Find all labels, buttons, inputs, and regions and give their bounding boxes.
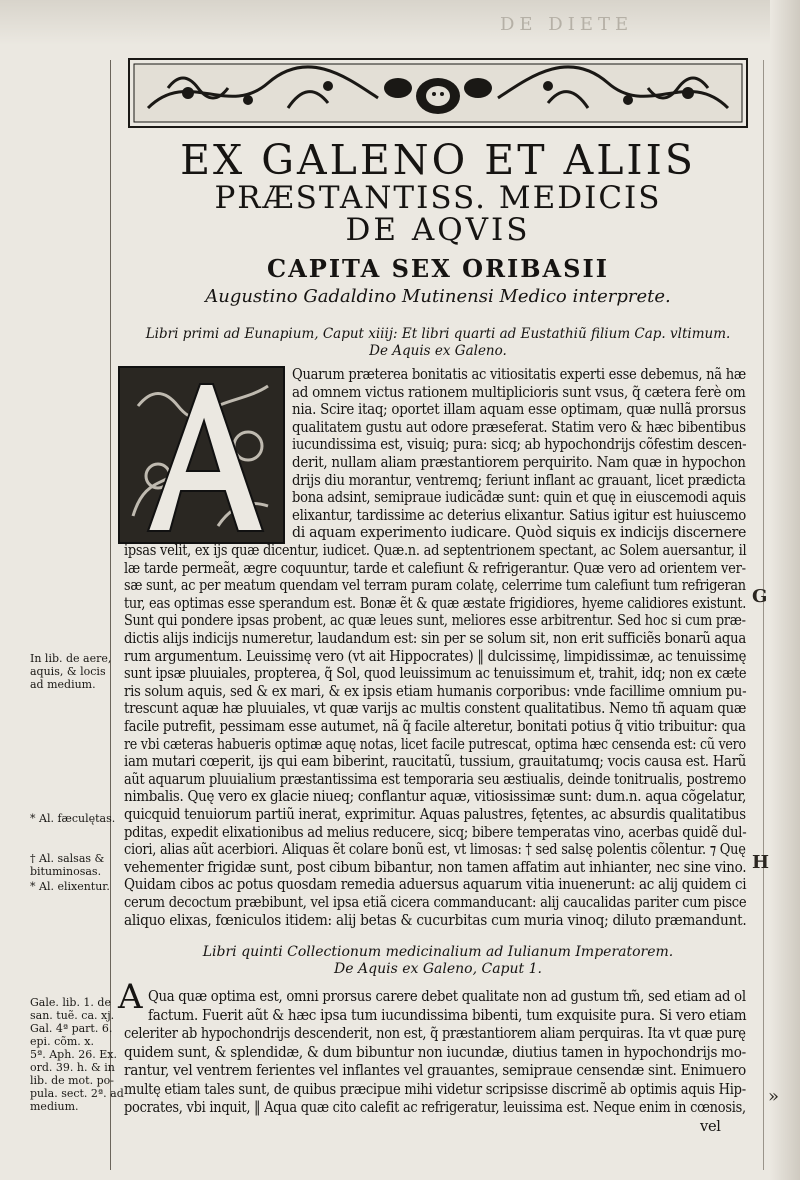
section2-initial: A [118, 977, 143, 1017]
ornamental-headpiece [128, 58, 748, 128]
text-line: Qua quæ optima est, omni prorsus carere debet qualitate non ad gustum tm̃, sed etiam ad ol [148, 988, 746, 1005]
text-line: pocrates, vbi inquit, ‖ Aqua quæ cito calefit ac refrigeratur, leuissima est. Neque enim in cœnosis, [124, 1099, 746, 1116]
text-line: drijs diu morantur, ventremq; feriunt inflant ac grauant, licet prædicta [292, 471, 746, 489]
end-mark: » [768, 1086, 780, 1107]
text-line: nia. Scire itaq; oportet illam aquam esse optimam, quæ nullã prorsus [292, 401, 746, 419]
text-line: ipsas velit, ex ijs quæ dicentur, iudicet. Quæ.n. ad septentrionem spectant, ac Solem auersantur, il [124, 542, 747, 559]
text-line: aliquo elixas, fœniculos itidem: alij betas & cucurbitas cum muria vinoq; diluto præmandunt. [124, 911, 747, 929]
text-line: pditas, expedit elixationibus ad melius reducere, sicq; bibere temperatas vino, acerbas quidẽ dul- [124, 823, 747, 841]
decorated-initial-icon [118, 366, 285, 544]
page-gutter-shadow [770, 0, 800, 1180]
text-line: re vbi cæteras habueris optimæ aquę notas, licet facile putrescat, optima hæc censenda est: cũ vero [124, 735, 746, 753]
section-letter-h: H [752, 852, 770, 873]
margin-note-line: medium. [30, 1100, 79, 1113]
margin-note-line: In lib. de aere, [30, 652, 112, 665]
margin-note-variant-3: * Al. elixentur. [30, 880, 110, 893]
text-line: vehementer frigidæ sunt, post cibum bibantur, non tamen affatim aut inhianter, nec sine vino. [124, 858, 747, 876]
text-line: quidem sunt, & splendidæ, & dum bibuntur non iucundæ, diutius tamen in hypochondrijs mo- [124, 1043, 746, 1061]
title-line-2: PRÆSTANTISS. MEDICIS [214, 180, 662, 216]
margin-note-hippocrates [30, 652, 111, 691]
text-line: tur, eas optimas esse sperandum est. Bonæ ẽt & quæ æstate frigidiores, hyeme calidiores existunt. [124, 594, 747, 612]
text-line: cerum decoctum præbibunt, vel ipsa etiã cicera commanducant: alij caucalidas pariter cum pisce [124, 894, 747, 911]
text-line: di aquam experimento iudicare. Quòd siquis ex indicijs discernere [292, 524, 747, 542]
translator-line: Augustino Gadaldino Mutinensi Medico interprete. [205, 286, 671, 307]
margin-note-line: † Al. salsas & [30, 852, 105, 865]
decorated-initial-a [118, 366, 285, 544]
margin-note-line: ad medium. [30, 678, 96, 691]
text-line: Sunt qui pondere ipsas probent, ac quæ leues sunt, meliores esse arbitrentur. Sed hoc si cum præ- [124, 612, 746, 630]
text-line: quicquid tenuiorum partiũ inerat, exprimitur. Aquas palustres, fętentes, ac absurdis qualitatibus [124, 806, 746, 823]
text-line: elixantur, tardissime ac deterius elixantur. Satius igitur est huiuscemo [292, 506, 747, 524]
section2-chapter: De Aquis ex Galeno, Caput 1. [334, 961, 542, 977]
margin-note-line: epi. cõm. x. [30, 1035, 94, 1048]
margin-note-line: pula. sect. 2ª. ad [30, 1087, 124, 1100]
title-line-4: CAPITA SEX ORIBASII [267, 254, 609, 283]
title-line-3: DE AQVIS [345, 212, 531, 248]
margin-note-variant-2 [30, 852, 104, 878]
text-line: rantur, vel ventrem ferientes vel inflantes vel grauantes, semipraue censendæ sint. Enimuero [124, 1062, 746, 1079]
text-line: ciori, alias aũt acerbiori. Aliquas ẽt colare bonũ est, vt limosas: † sed salsę polentis cõlentur. ⁊ Quę [124, 841, 746, 859]
text-line: facile putrefit, pessimam esse autumet, nã q̃ facile alteretur, bonitati potius q̃ vitio tribuitur: qua [124, 718, 746, 735]
text-line: bona adsint, semipraue iudicãdæ sunt: quin et quę in eiuscemodi aquis [292, 489, 746, 507]
text-line: vel [700, 1117, 721, 1135]
text-line: aũt aquarum pluuialium præstantissima est temporaria seu æstiualis, deinde tonitrualis, postremo [124, 770, 747, 788]
text-line: læ tarde permeãt, ægre coquuntur, tarde et calefiunt & refrigerantur. Quæ vero ad orientem ver- [124, 559, 746, 577]
text-line: nimbalis. Quę vero ex glacie niueq; conflantur aquæ, vitiosissimæ sunt: dum.n. aqua cõgelatur, [124, 788, 747, 806]
margin-note-line: bituminosas. [30, 865, 102, 878]
text-line: rum argumentum. Leuissimę vero (vt ait Hippocrates) ‖ dulcissimę, limpidissimæ, ac tenuissimę [124, 647, 747, 665]
margin-note-galen-refs [30, 996, 124, 1113]
margin-note-variant-1: * Al. fæculętas. [30, 812, 116, 825]
section2-heading: Libri quinti Collectionum medicinalium ad Iulianum Imperatorem. [202, 944, 674, 960]
text-line: Quarum præterea bonitatis ac vitiositatis experti esse debemus, nã hæ [292, 366, 746, 383]
text-line: Quidam cibos ac potus quosdam remedia aduersus aquarum vitia inuenerunt: ac alij quidem ci [124, 876, 747, 894]
text-line: sæ sunt, ac per meatum quendam vel terram puram colatę, celerrime tum calefiunt tum refrigeran [124, 577, 746, 595]
text-line: factum. Fuerit aũt & hæc ipsa tum iucundissima bibenti, tum exquisite pura. Si vero etiam [148, 1006, 747, 1024]
margin-note-line: lib. de mot. po- [30, 1074, 114, 1087]
margin-note-line: 5ª. Aph. 26. Ex. [30, 1048, 118, 1061]
text-line: iucundissima est, visuiq; pura: sicq; ab hypochondrijs cõfestim descen- [292, 436, 747, 454]
margin-note-line: Gal. 4ª part. 6. [30, 1022, 113, 1035]
source-line: Libri primi ad Eunapium, Caput xiiij: Et libri quarti ad Eustathiũ filium Cap. vltimum. [145, 326, 731, 342]
margin-note-line: Gale. lib. 1. de [30, 996, 111, 1009]
title-line-1: EX GALENO ET ALIIS [180, 136, 696, 184]
text-line: ad omnem victus rationem multiplicioris sunt vsus, q̃ cætera ferè om [292, 383, 746, 401]
text-line: iam mutari cœperit, ijs qui eam biberint, raucitatũ, tussium, grauitatumq; vocis causa est. Harũ [124, 753, 747, 771]
text-line: trescunt aquæ hæ pluuiales, vt quæ varijs ac multis constent qualitatibus. Nemo tñ aquam quæ [124, 700, 747, 718]
text-line: celeriter ab hypochondrijs descenderit, non est, q̃ præstantiorem aliam perquiras. Ita vt quæ purę [124, 1025, 746, 1042]
text-line: multę etiam tales sunt, de quibus præcipue mihi videtur scripsisse discrimẽ ab optimis aquis Hip- [124, 1080, 746, 1098]
text-line: derit, nullam aliam præstantiorem perquirito. Nam quæ in hypochon [292, 454, 746, 471]
section-letter-g: G [752, 586, 768, 607]
show-through-top [0, 0, 800, 45]
text-line: dictis alijs indicijs numeretur, laudandum est: sin per se solum sit, non erit sufficiẽs bonarũ aqua [124, 630, 746, 647]
margin-rule-right [763, 60, 764, 1170]
text-line: sunt ipsæ pluuiales, propterea, q̃ Sol, quod leuissimum ac tenuissimum et, trahit, idq; non ex cæte [124, 665, 747, 683]
show-through-running-head: DE DIETE [500, 14, 634, 35]
text-line: qualitatem gustu aut odore præseferat. Statim vero & hæc bibentibus [292, 418, 746, 436]
margin-note-line: san. tuẽ. ca. xj. [30, 1009, 115, 1022]
margin-note-line: ord. 39. h. & in [30, 1061, 115, 1074]
headpiece-ornament-icon [128, 58, 748, 128]
margin-note-line: aquis, & locis [30, 665, 106, 678]
chapter-subtitle: De Aquis ex Galeno. [369, 343, 507, 359]
text-line: ris solum aquis, sed & ex mari, & ex ipsis etiam humanis corporibus: vnde facillime omnium pu- [124, 682, 747, 700]
